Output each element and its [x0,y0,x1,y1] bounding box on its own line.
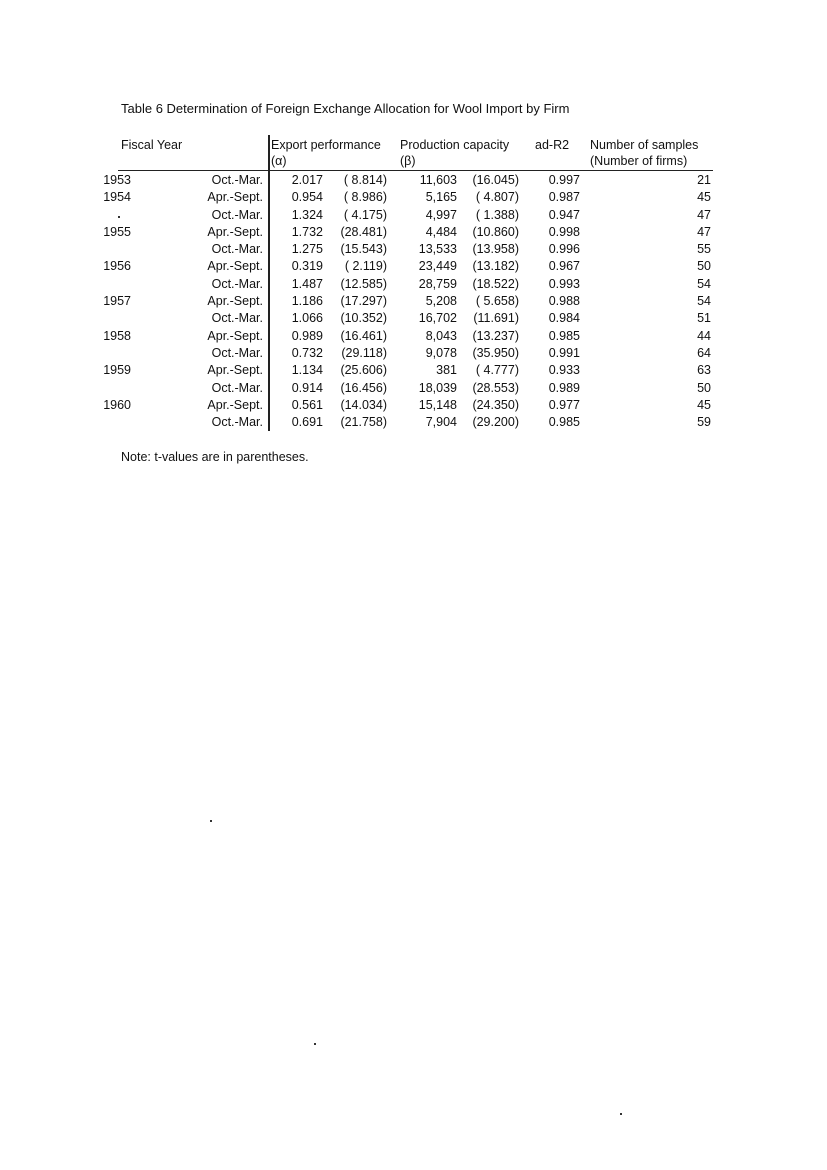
ad-r2-cell: 0.933 [548,363,580,378]
table-row [0,345,827,362]
production-coefficient-cell: 8,043 [425,328,457,343]
scan-speck [118,216,120,218]
export-coefficient-cell: 0.732 [291,345,323,360]
ad-r2-cell: 0.997 [548,173,580,187]
production-coefficient-cell: 5,208 [425,294,457,309]
table-row [0,241,827,258]
production-coefficient-cell: 28,759 [418,276,457,291]
export-t-value-cell: ( 4.175) [343,207,387,222]
export-t-value-cell: (29.118) [341,345,387,360]
samples-cell: 59 [697,415,711,430]
ad-r2-cell: 0.985 [548,328,580,343]
header-rule [118,170,713,171]
production-t-value-cell: (24.350) [472,397,519,412]
export-coefficient-cell: 1.134 [291,363,323,378]
production-t-value-cell: ( 4.807) [475,190,519,205]
header-production-symbol: (β) [400,154,416,168]
samples-cell: 47 [697,207,711,222]
export-t-value-cell: ( 8.814) [343,173,387,187]
ad-r2-cell: 0.987 [548,190,580,205]
period-cell: Oct.-Mar. [211,173,263,187]
header-export-symbol: (α) [271,154,287,168]
export-coefficient-cell: 1.186 [291,294,323,309]
export-coefficient-cell: 1.066 [291,311,323,326]
samples-cell: 50 [697,259,711,274]
export-t-value-cell: ( 2.119) [344,259,387,274]
fiscal-year-cell: 1956 [103,259,131,274]
period-cell: Oct.-Mar. [211,380,263,395]
samples-cell: 63 [697,363,711,378]
header-fiscal-year: Fiscal Year [121,138,183,152]
export-coefficient-cell: 0.954 [291,190,323,205]
fiscal-year-cell: 1960 [103,397,131,412]
ad-r2-cell: 0.996 [548,242,580,257]
table-row [0,276,827,293]
ad-r2-cell: 0.984 [548,311,580,326]
period-cell: Oct.-Mar. [211,242,263,257]
samples-cell: 50 [697,380,711,395]
export-coefficient-cell: 2.017 [291,173,323,187]
export-coefficient-cell: 1.324 [291,207,323,222]
ad-r2-cell: 0.947 [548,207,580,222]
samples-cell: 44 [697,328,711,343]
period-cell: Apr.-Sept. [207,363,263,378]
table-row [0,224,827,241]
table-row [0,293,827,310]
period-cell: Oct.-Mar. [211,415,263,430]
export-coefficient-cell: 0.989 [291,328,323,343]
samples-cell: 64 [697,345,711,360]
ad-r2-cell: 0.977 [548,397,580,412]
production-t-value-cell: (13.237) [472,328,519,343]
ad-r2-cell: 0.989 [548,380,580,395]
table-row [0,414,827,431]
production-coefficient-cell: 16,702 [418,311,457,326]
production-coefficient-cell: 9,078 [425,345,457,360]
production-t-value-cell: ( 4.777) [475,363,519,378]
export-t-value-cell: (16.456) [340,380,387,395]
production-t-value-cell: (11.691) [473,311,519,326]
ad-r2-cell: 0.991 [548,345,580,360]
samples-cell: 21 [697,173,711,187]
production-coefficient-cell: 7,904 [425,415,457,430]
table-row [0,258,827,275]
header-samples: Number of samples [590,138,699,152]
production-t-value-cell: (28.553) [472,380,519,395]
table-row [0,310,827,327]
samples-cell: 47 [697,224,711,239]
header-production-capacity: Production capacity [400,138,510,152]
export-coefficient-cell: 1.275 [291,242,323,257]
export-t-value-cell: ( 8.986) [343,190,387,205]
table-body [0,172,827,431]
production-t-value-cell: (13.182) [472,259,519,274]
fiscal-year-cell: 1954 [103,190,131,205]
export-coefficient-cell: 1.487 [291,276,323,291]
table-row [0,380,827,397]
fiscal-year-cell: 1959 [103,363,131,378]
export-t-value-cell: (21.758) [340,415,387,430]
production-coefficient-cell: 5,165 [425,190,457,205]
header-export-performance: Export performance [271,138,381,152]
table-title: Table 6 Determination of Foreign Exchange Allocation for Wool Import by Firm [121,101,570,116]
production-coefficient-cell: 15,148 [418,397,457,412]
production-t-value-cell: (29.200) [472,415,519,430]
export-coefficient-cell: 1.732 [291,224,323,239]
ad-r2-cell: 0.998 [548,224,580,239]
production-coefficient-cell: 13,533 [418,242,457,257]
table-row [0,207,827,224]
samples-cell: 54 [697,276,711,291]
export-t-value-cell: (17.297) [340,294,387,309]
table-row [0,189,827,206]
export-coefficient-cell: 0.561 [291,397,323,412]
production-coefficient-cell: 381 [436,363,457,378]
period-cell: Apr.-Sept. [207,294,263,309]
period-cell: Apr.-Sept. [207,259,263,274]
export-coefficient-cell: 0.319 [291,259,323,274]
period-cell: Apr.-Sept. [207,397,263,412]
scan-speck [620,1113,622,1115]
production-coefficient-cell: 4,484 [425,224,457,239]
export-coefficient-cell: 0.691 [291,415,323,430]
fiscal-year-cell: 1953 [103,173,131,187]
period-cell: Apr.-Sept. [207,328,263,343]
export-t-value-cell: (16.461) [340,328,387,343]
samples-cell: 51 [697,311,711,326]
samples-cell: 45 [697,397,711,412]
export-t-value-cell: (14.034) [340,397,387,412]
table-row [0,328,827,345]
export-t-value-cell: (25.606) [340,363,387,378]
production-coefficient-cell: 4,997 [425,207,457,222]
period-cell: Oct.-Mar. [211,311,263,326]
scan-speck [314,1043,316,1045]
fiscal-year-cell: 1957 [103,294,131,309]
production-t-value-cell: (35.950) [472,345,519,360]
header-samples-sub: (Number of firms) [590,154,688,168]
samples-cell: 45 [697,190,711,205]
export-t-value-cell: (15.543) [340,242,387,257]
ad-r2-cell: 0.967 [548,259,580,274]
production-coefficient-cell: 23,449 [418,259,457,274]
table-row [0,362,827,379]
export-t-value-cell: (28.481) [340,224,387,239]
export-t-value-cell: (12.585) [340,276,387,291]
production-coefficient-cell: 18,039 [418,380,457,395]
export-coefficient-cell: 0.914 [291,380,323,395]
production-t-value-cell: (10.860) [472,224,519,239]
period-cell: Oct.-Mar. [211,276,263,291]
production-t-value-cell: ( 5.658) [475,294,519,309]
header-ad-r2: ad-R2 [535,138,570,152]
ad-r2-cell: 0.988 [548,294,580,309]
production-t-value-cell: ( 1.388) [475,207,519,222]
scan-speck [210,820,212,822]
production-t-value-cell: (16.045) [472,173,519,187]
samples-cell: 54 [697,294,711,309]
production-t-value-cell: (18.522) [472,276,519,291]
samples-cell: 55 [697,242,711,257]
ad-r2-cell: 0.993 [548,276,580,291]
export-t-value-cell: (10.352) [340,311,387,326]
table-row [0,397,827,414]
period-cell: Apr.-Sept. [207,190,263,205]
fiscal-year-cell: 1958 [103,328,131,343]
period-cell: Oct.-Mar. [211,345,263,360]
ad-r2-cell: 0.985 [548,415,580,430]
period-cell: Oct.-Mar. [211,207,263,222]
production-t-value-cell: (13.958) [472,242,519,257]
fiscal-year-cell: 1955 [103,224,131,239]
period-cell: Apr.-Sept. [207,224,263,239]
table-note: Note: t-values are in parentheses. [121,450,309,464]
table-row [0,172,827,189]
production-coefficient-cell: 11,603 [419,173,457,187]
